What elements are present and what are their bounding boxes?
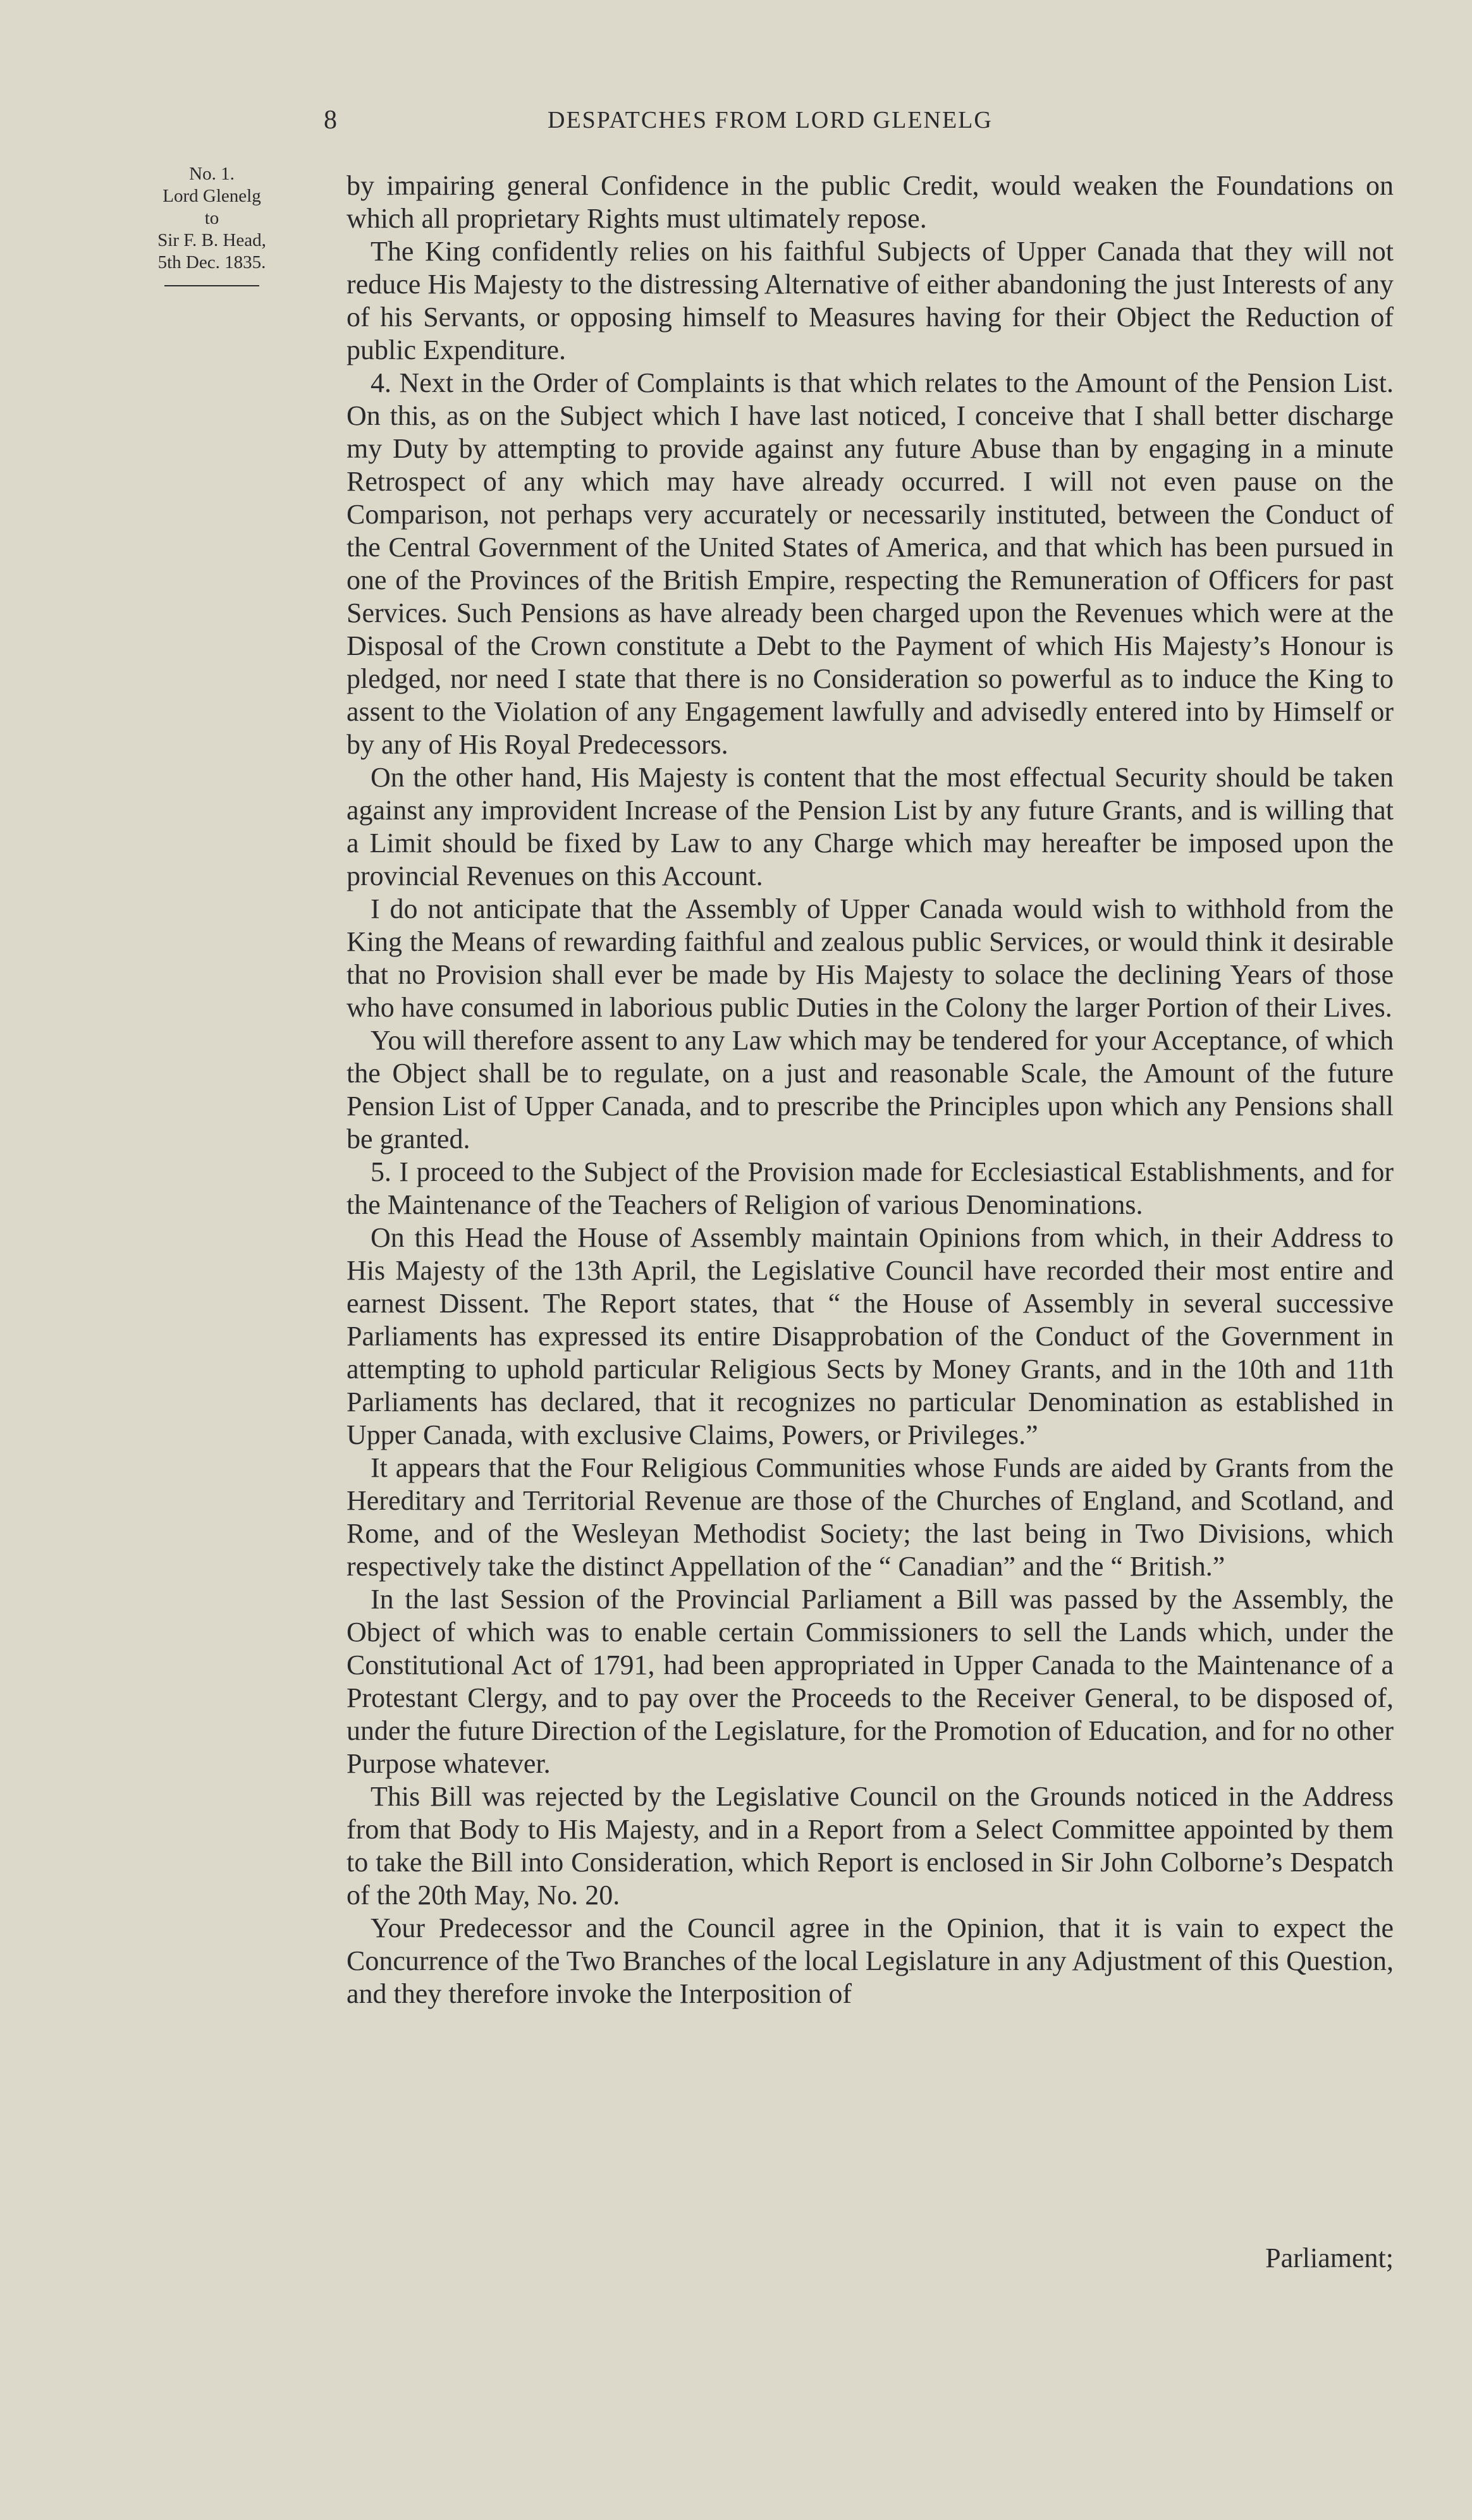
margin-note-recipient: Sir F. B. Head, [157, 230, 266, 250]
paragraph: On this Head the House of Assembly maintain Opinions from which, in their Address to His Majesty of the 13th April, the Legislative Council have recorded their most entire and earnest Dissent. The Report states, that “ the House of Assembly in several successive Parliaments has expressed its entire Disapprobation of the Conduct of the Government in attempting to uphold particular Religious Sects by Money Grants, and in the 10th and 11th Parliaments has declared, that it recognizes no particular Denomination as established in Upper Canada, with exclusive Claims, Powers, or Privileges.” [347, 1222, 1394, 1450]
margin-note-sender: Lord Glenelg [163, 186, 261, 206]
paragraph: You will therefore assent to any Law which may be tendered for your Acceptance, of which the Object shall be to regulate, on a just and reasonable Scale, the Amount of the future Pension List of Upper Canada, and to prescribe the Principles upon which any Pensions shall be granted. [347, 1025, 1394, 1154]
paragraph: It appears that the Four Religious Communities whose Funds are aided by Grants from the Hereditary and Territorial Revenue are those of the Churches of England, and Scotland, and Rome, and of the Wesleyan Methodist Society; the last being in Two Divisions, which respectively take the distinct Appellation of the “ Canadian” and the “ British.” [347, 1452, 1394, 1582]
catchword: Parliament; [1265, 2242, 1394, 2273]
paragraph: The King confidently relies on his faithful Subjects of Upper Canada that they will not reduce His Majesty to the distressing Alternative of either abandoning the just Interests of any of his Servants, or opposing himself to Measures having for their Object the Reduction of public Expenditure. [347, 236, 1394, 365]
margin-note-date: 5th Dec. 1835. [157, 252, 266, 272]
paragraph: This Bill was rejected by the Legislative Council on the Grounds noticed in the Address from that Body to His Majesty, and in a Report from a Select Committee appointed by them to take the Bill into Consideration, which Report is enclosed in Sir John Colborne’s Despatch of the 20th May, No. 20. [347, 1781, 1394, 1911]
margin-note-to: to [204, 208, 219, 228]
paragraph: In the last Session of the Provincial Parliament a Bill was passed by the Assembly, the Object of which was to enable certain Commissioners to sell the Lands which, under the Constitutional Act of 1791, had been appropriated in Upper Canada to the Maintenance of a Protestant Clergy, and to pay over the Proceeds to the Receiver General, to be disposed of, under the future Direction of the Legislature, for the Promotion of Education, and for no other Purpose whatever. [347, 1584, 1394, 1779]
paragraph: On the other hand, His Majesty is content that the most effectual Security should be taken against any improvident Increase of the Pension List by any future Grants, and is willing that a Limit should be fixed by Law to any Charge which may hereafter be imposed upon the provincial Revenues on this Account. [347, 762, 1394, 891]
margin-note-number: No. 1. [189, 164, 235, 184]
paragraph: by impairing general Confidence in the public Credit, would weaken the Foundations on which all proprietary Rights must ultimately repose. [347, 170, 1394, 234]
paragraph: 4. Next in the Order of Complaints is that which relates to the Amount of the Pension List. On this, as on the Subject which I have last noticed, I conceive that I shall better discharge my Duty by attempting to provide against any future Abuse than by engaging in a minute Retrospect of any which may have already occurred. I will not even pause on the Comparison, not perhaps very accurately or necessarily instituted, between the Conduct of the Central Government of the United States of America, and that which has been pursued in one of the Provinces of the British Empire, respecting the Remuneration of Officers for past Services. Such Pensions as have already been charged upon the Revenues which were at the Disposal of the Crown constitute a Debt to the Payment of which His Majesty’s Honour is pledged, nor need I state that there is no Consideration so powerful as to induce the King to assent to the Violation of any Engagement lawfully and advisedly entered into by Himself or by any of His Royal Predecessors. [347, 367, 1394, 760]
margin-note [126, 163, 297, 286]
body-text [347, 169, 1394, 2010]
paragraph: Your Predecessor and the Council agree in the Opinion, that it is vain to expect the Concurrence of the Two Branches of the local Legislature in any Adjustment of this Question, and they therefore invoke the Interposition of [347, 1912, 1394, 2009]
margin-note-rule [164, 285, 259, 286]
running-head: DESPATCHES FROM LORD GLENELG [548, 107, 993, 133]
paragraph: 5. I proceed to the Subject of the Provision made for Ecclesiastical Establishments, and for the Maintenance of the Teachers of Religion of various Denominations. [347, 1156, 1394, 1220]
page-number: 8 [324, 106, 337, 135]
paragraph: I do not anticipate that the Assembly of Upper Canada would wish to withhold from the King the Means of rewarding faithful and zealous public Services, or would think it desirable that no Provision shall ever be made by His Majesty to solace the declining Years of those who have consumed in laborious public Duties in the Colony the larger Portion of their Lives. [347, 893, 1394, 1023]
